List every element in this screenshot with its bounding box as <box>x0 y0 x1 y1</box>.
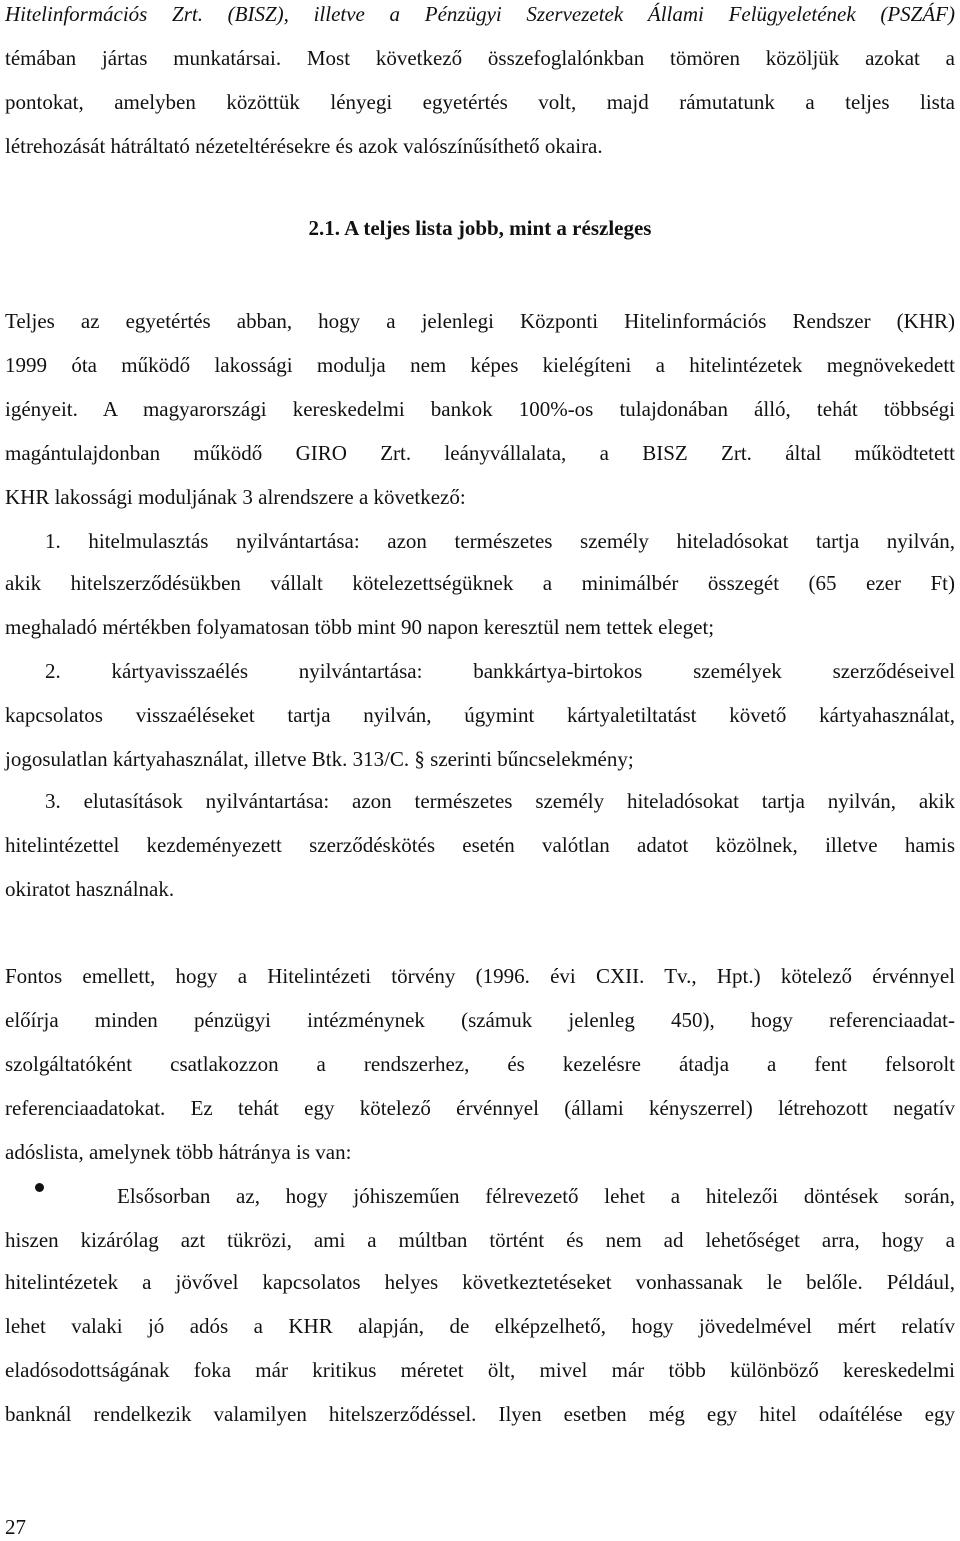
para1-line-12: 3. elutasítások nyilvántartása: azon természetes személy hiteladósokat tartja nyilván, akik <box>45 789 955 813</box>
bullet-line-3: hitelintézetek a jövővel kapcsolatos helyes következtetéseket vonhassanak le belőle. Például, <box>5 1270 955 1294</box>
bullet-line-5: eladósodottságának foka már kritikus méretet ölt, mivel már több különböző kereskedelmi <box>5 1358 955 1382</box>
para1-line-13: hitelintézettel kezdeményezett szerződéskötés esetén valótlan adatot közölnek, illetve hamis <box>5 833 955 857</box>
para2-line-3: szolgáltatóként csatlakozzon a rendszerhez, és kezelésre átadja a fent felsorolt <box>5 1052 955 1076</box>
para1-line-6: 1. hitelmulasztás nyilvántartása: azon természetes személy hiteladósokat tartja nyilván, <box>45 529 955 553</box>
text-line-1 <box>5 0 955 28</box>
bullet-line-6: banknál rendelkezik valamilyen hitelszerződéssel. Ilyen esetben még egy hitel odaítélése egy <box>5 1402 955 1426</box>
text-line-3: pontokat, amelyben közöttük lényegi egyetértés volt, majd rámutatunk a teljes lista <box>5 90 955 114</box>
para1-line-5: KHR lakossági moduljának 3 alrendszere a következő: <box>5 485 466 509</box>
page-number: 27 <box>5 1515 26 1539</box>
para1-line-3: igényeit. A magyarországi kereskedelmi bankok 100%-os tulajdonában álló, tehát többségi <box>5 397 955 421</box>
para1-line-14: okiratot használnak. <box>5 877 175 901</box>
text-line-2: témában jártas munkatársai. Most következő összefoglalónkban tömören közöljük azokat a <box>5 46 955 70</box>
italic-text: Hitelinformációs Zrt. (BISZ), illetve a Pénzügyi Szervezetek Állami Felügyeletének (PSZÁF) <box>5 2 955 26</box>
para1-line-10: kapcsolatos visszaéléseket tartja nyilván, úgymint kártyaletiltatást követő kártyahasználat, <box>5 703 955 727</box>
section-heading: 2.1. A teljes lista jobb, mint a részleges <box>308 216 652 240</box>
para1-line-11: jogosulatlan kártyahasználat, illetve Btk. 313/C. § szerinti bűncselekmény; <box>5 747 634 771</box>
para1-line-1: Teljes az egyetértés abban, hogy a jelenlegi Központi Hitelinformációs Rendszer (KHR) <box>5 309 955 333</box>
para1-line-4: magántulajdonban működő GIRO Zrt. leányvállalata, a BISZ Zrt. által működtetett <box>5 441 955 465</box>
para1-line-2: 1999 óta működő lakossági modulja nem képes kielégíteni a hitelintézetek megnövekedett <box>5 353 955 377</box>
bullet-line-4: lehet valaki jó adós a KHR alapján, de elképzelhető, hogy jövedelmével mért relatív <box>5 1314 955 1338</box>
bullet-line-2: hiszen kizárólag azt tükrözi, ami a múltban történt és nem ad lehetőséget arra, hogy a <box>5 1228 955 1252</box>
para2-line-5: adóslista, amelynek több hátránya is van: <box>5 1140 352 1164</box>
para2-line-1: Fontos emellett, hogy a Hitelintézeti törvény (1996. évi CXII. Tv., Hpt.) kötelező érvénnyel <box>5 964 955 988</box>
text-line-4: létrehozását hátráltató nézeteltérésekre és azok valószínűsíthető okaira. <box>5 134 603 158</box>
para1-line-7: akik hitelszerződésükben vállalt kötelezettségüknek a minimálbér összegét (65 ezer Ft) <box>5 571 955 595</box>
bullet-icon <box>35 1183 44 1192</box>
para1-line-9: 2. kártyavisszaélés nyilvántartása: bankkártya-birtokos személyek szerződéseivel <box>45 659 955 683</box>
para1-line-8: meghaladó mértékben folyamatosan több mint 90 napon keresztül nem tettek eleget; <box>5 615 715 639</box>
para2-line-2: előírja minden pénzügyi intézménynek (számuk jelenleg 450), hogy referenciaadat- <box>5 1008 955 1032</box>
para2-line-4: referenciaadatokat. Ez tehát egy kötelező érvénnyel (állami kényszerrel) létrehozott negatív <box>5 1096 955 1120</box>
bullet-line-1: Elsősorban az, hogy jóhiszeműen félrevezető lehet a hitelezői döntések során, <box>117 1184 955 1208</box>
